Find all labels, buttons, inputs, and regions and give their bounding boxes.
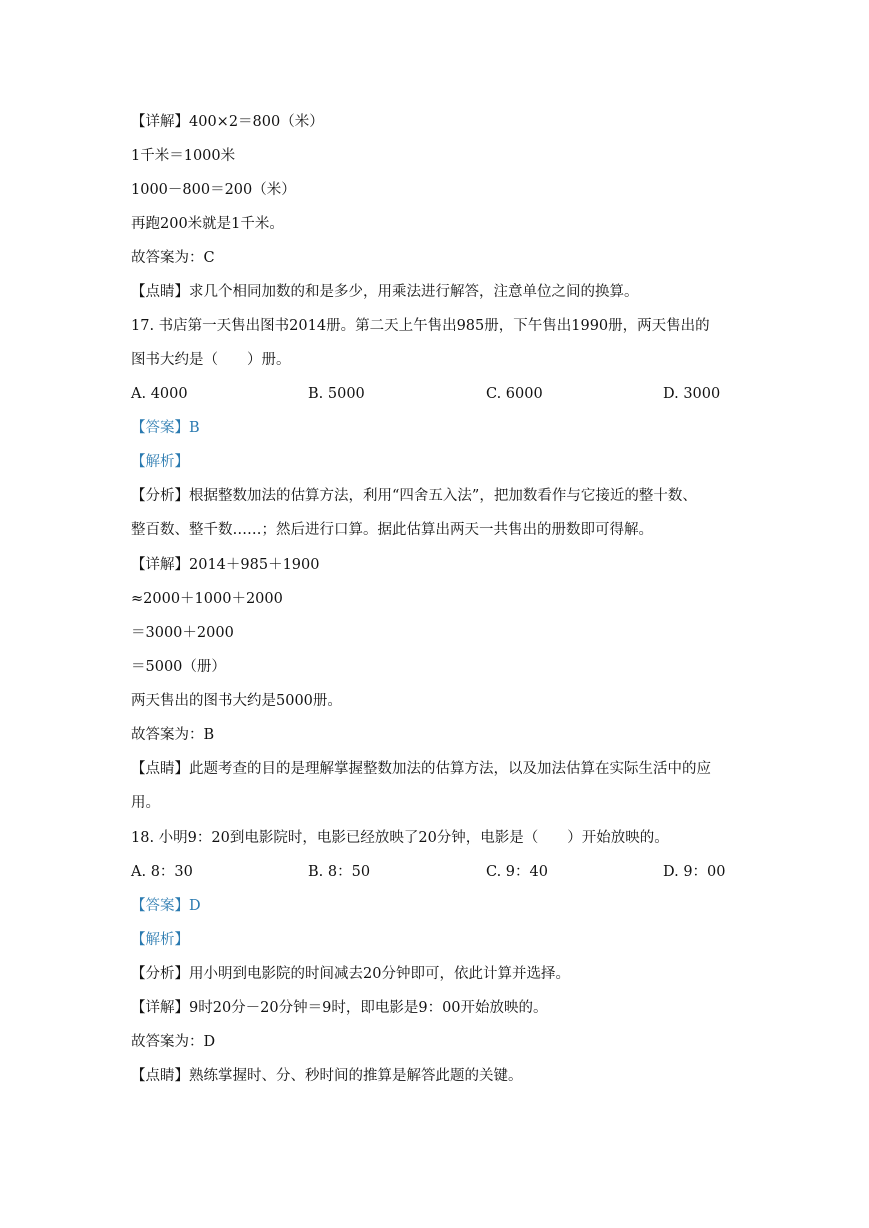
- q17-option-b: B. 5000: [308, 386, 365, 402]
- question-18-text: 18. 小明9：20到电影院时，电影已经放映了20分钟，电影是（ ）开始放映的。: [131, 830, 669, 846]
- text-line: 1000－800＝200（米）: [131, 182, 296, 198]
- text-line: 1千米＝1000米: [131, 148, 236, 164]
- q17-option-c: C. 6000: [486, 386, 543, 402]
- text-line: 再跑200米就是1千米。: [131, 216, 284, 232]
- q18-option-d: D. 9：00: [663, 864, 726, 880]
- q18-analysis-heading: 【解析】: [131, 932, 189, 948]
- question-17-text: 17. 书店第一天售出图书2014册。第二天上午售出985册，下午售出1990册，两天售出的: [131, 318, 710, 334]
- remark-line: 【点睛】求几个相同加数的和是多少，用乘法进行解答，注意单位之间的换算。: [131, 284, 639, 300]
- question-17-text-cont: 图书大约是（ ）册。: [131, 352, 291, 368]
- q17-remark-line-2: 用。: [131, 795, 160, 811]
- q17-detail-line-3: ＝3000＋2000: [131, 625, 234, 641]
- q18-option-a: A. 8：30: [131, 864, 193, 880]
- detail-line-1: 【详解】400×2＝800（米）: [131, 114, 324, 130]
- q17-option-d: D. 3000: [663, 386, 721, 402]
- q17-detail-line-4: ＝5000（册）: [131, 659, 226, 675]
- q17-detail-line-1: 【详解】2014＋985＋1900: [131, 557, 320, 573]
- q18-detail-line: 【详解】9时20分－20分钟＝9时，即电影是9：00开始放映的。: [131, 1000, 548, 1016]
- q17-detail-line-2: ≈2000＋1000＋2000: [131, 591, 283, 607]
- answer-line: 故答案为：C: [131, 250, 215, 266]
- q17-final-answer: 故答案为：B: [131, 727, 215, 743]
- q18-answer: 【答案】D: [131, 898, 201, 914]
- q18-final-answer: 故答案为：D: [131, 1034, 216, 1050]
- q17-analysis-line-1: 【分析】根据整数加法的估算方法，利用“四舍五入法”，把加数看作与它接近的整十数、: [131, 488, 697, 504]
- q18-option-c: C. 9：40: [486, 864, 548, 880]
- q17-remark-line-1: 【点睛】此题考查的目的是理解掌握整数加法的估算方法，以及加法估算在实际生活中的应: [131, 761, 711, 777]
- q18-option-b: B. 8：50: [308, 864, 371, 880]
- q17-option-a: A. 4000: [131, 386, 188, 402]
- q17-answer: 【答案】B: [131, 420, 200, 436]
- q17-analysis-heading: 【解析】: [131, 454, 189, 470]
- q17-conclusion: 两天售出的图书大约是5000册。: [131, 693, 342, 709]
- q17-analysis-line-2: 整百数、整千数……；然后进行口算。据此估算出两天一共售出的册数即可得解。: [131, 522, 653, 538]
- q18-remark-line: 【点睛】熟练掌握时、分、秒时间的推算是解答此题的关键。: [131, 1068, 523, 1084]
- q18-analysis-line: 【分析】用小明到电影院的时间减去20分钟即可，依此计算并选择。: [131, 966, 570, 982]
